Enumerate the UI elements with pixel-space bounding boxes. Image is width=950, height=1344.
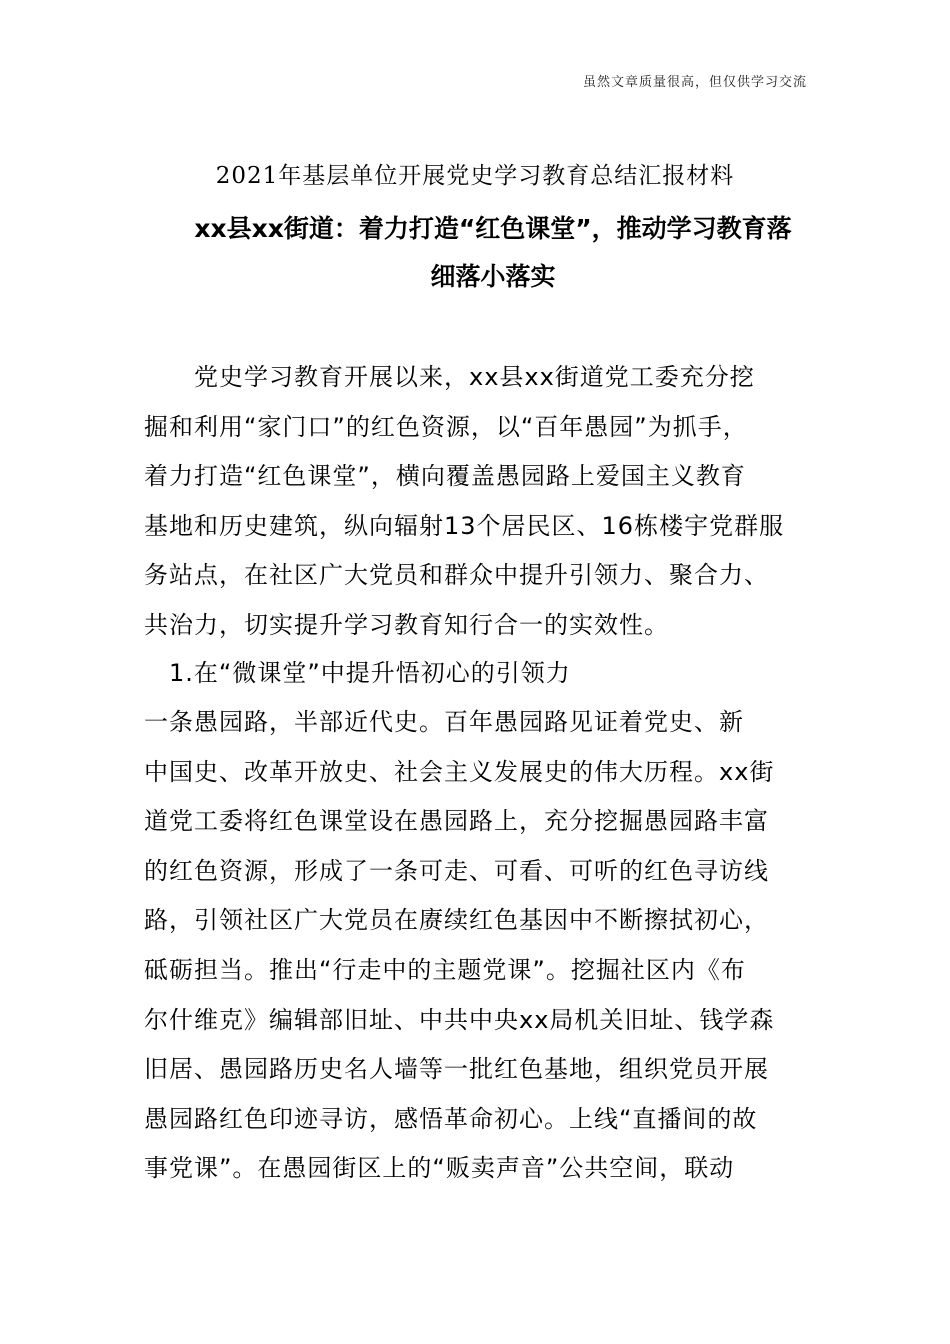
paragraph-line: 事党课”。在愚园街区上的“贩卖声音”公共空间，联动 xyxy=(144,1154,735,1183)
paragraph-line: 尔什维克》编辑部旧址、中共中央xx局机关旧址、钱学森 xyxy=(144,1005,775,1034)
intro-paragraph xyxy=(144,353,808,651)
paragraph-line: 道党工委将红色课堂设在愚园路上，充分挖掘愚园路丰富 xyxy=(144,807,769,836)
paragraph-line: 愚园路红色印迹寻访，感悟革命初心。上线“直播间的故 xyxy=(144,1104,758,1133)
paragraph-line: 路，引领社区广大党员在赓续红色基因中不断擦拭初心， xyxy=(144,906,769,935)
paragraph-line: 掘和利用“家门口”的红色资源，以“百年愚园”为抓手， xyxy=(144,412,748,441)
paragraph-line: 基地和历史建筑，纵向辐射13个居民区、16栋楼宇党群服 xyxy=(144,511,785,540)
document-title: 2021年基层单位开展党史学习教育总结汇报材料 xyxy=(215,163,735,189)
section-paragraph xyxy=(144,698,808,1194)
paragraph-line: 旧居、愚园路历史名人墙等一批红色基地，组织党员开展 xyxy=(144,1055,769,1084)
paragraph-line: 务站点，在社区广大党员和群众中提升引领力、聚合力、 xyxy=(144,561,769,590)
paragraph-line: 共治力，切实提升学习教育知行合一的实效性。 xyxy=(144,610,669,639)
header-note: 虽然文章质量很高，但仅供学习交流 xyxy=(582,75,807,90)
subtitle-line: 细落小落实 xyxy=(430,262,556,291)
subtitle-line: xx县xx街道：着力打造“红色课堂”，推动学习教育落 xyxy=(194,214,792,243)
paragraph-line: 一条愚园路，半部近代史。百年愚园路见证着党史、新 xyxy=(144,708,744,736)
section-heading xyxy=(144,649,808,699)
paragraph-line: 砥砺担当。推出“行走中的主题党课”。挖掘社区内《布 xyxy=(144,955,746,984)
section-heading-text: 1.在“微课堂”中提升悟初心的引领力 xyxy=(144,659,571,687)
document-subtitle xyxy=(173,205,813,301)
paragraph-line: 党史学习教育开展以来，xx县xx街道党工委充分挖 xyxy=(144,363,755,391)
paragraph-line: 着力打造“红色课堂”，横向覆盖愚园路上爱国主义教育 xyxy=(144,462,746,491)
paragraph-line: 中国史、改革开放史、社会主义发展史的伟大历程。xx街 xyxy=(144,757,775,786)
paragraph-line: 的红色资源，形成了一条可走、可看、可听的红色寻访线 xyxy=(144,856,769,885)
